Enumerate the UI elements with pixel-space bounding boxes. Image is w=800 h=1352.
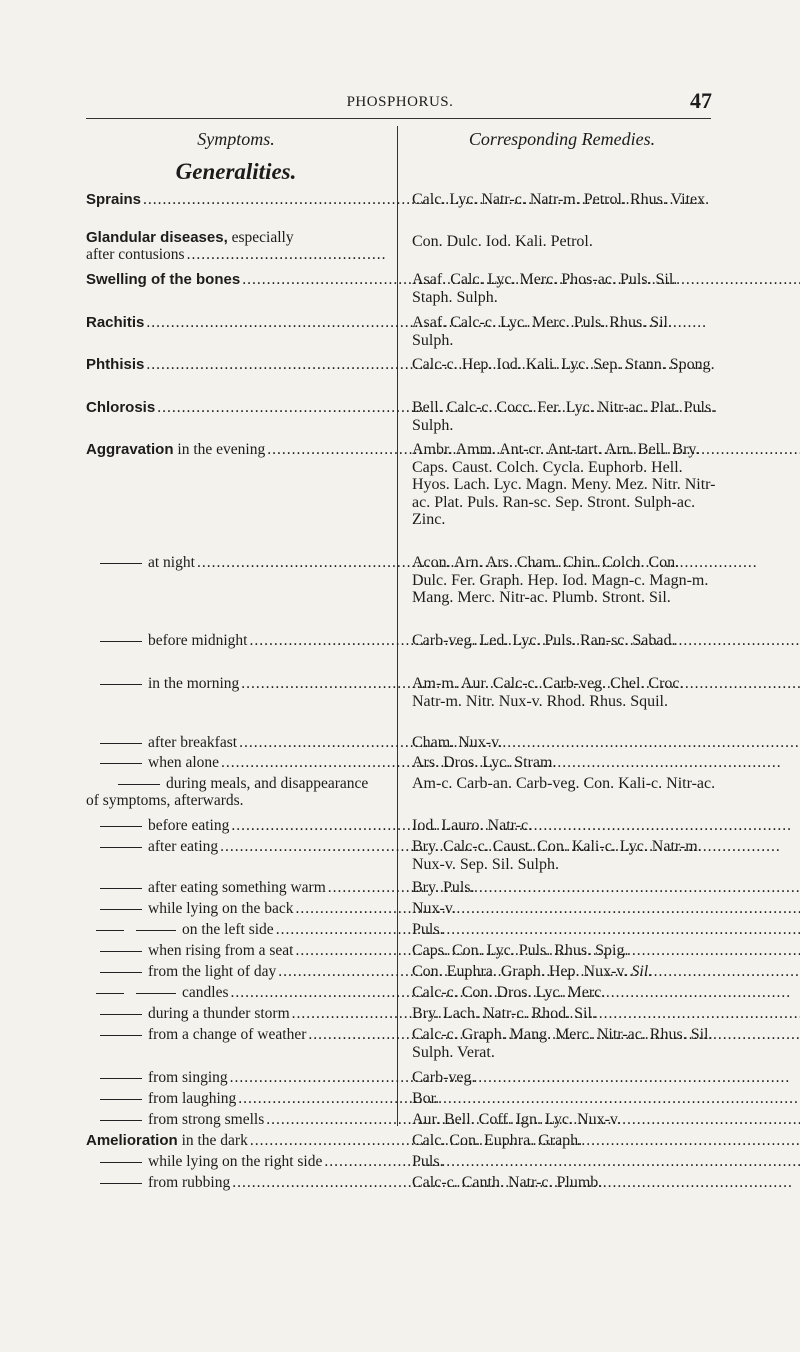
remedies: Ars. Dros. Lyc. Stram.: [412, 754, 557, 771]
symptom: from the light of day .....: [86, 963, 800, 980]
symptom: on the left side .....: [86, 921, 800, 938]
remedies: Caps. Con. Lyc. Puls. Rhus. Spig.: [412, 942, 629, 959]
column-heading-remedies: Corresponding Remedies.: [468, 129, 656, 149]
section-title: Generalities.: [175, 159, 297, 184]
remedies: Con. Dulc. Iod. Kali. Petrol.: [412, 233, 593, 250]
remedies: Calc-c. Con. Dros. Lyc. Merc.: [412, 984, 606, 1001]
symptom: Swelling of the bones .....: [86, 271, 800, 288]
remedies: Calc. Lyc. Natr-c. Natr-m. Petrol. Rhus. Vitex.: [412, 191, 710, 208]
symptom: from singing .....: [86, 1069, 800, 1086]
remedies: Calc-c. Graph. Mang. Merc. Nitr-ac. Rhus. Sil. Sulph. Verat.: [412, 1026, 713, 1061]
remedies: Ambr. Amm. Ant-cr. Ant-tart. Arn. Bell. Bry. Caps. Caust. Colch. Cycla. Euphorb. Hell. Hyos. Lach. Lyc. Magn. Meny. Mez. Nitr. Nitr-ac. Plat. Puls. Ran-sc. Sep. Stront. Sulph-ac. Zinc.: [412, 441, 716, 528]
remedies: Am-c. Carb-an. Carb-veg. Con. Kali-c. Nitr-ac.: [412, 775, 716, 792]
symptom: when alone .....: [86, 754, 800, 771]
page-header: [0, 88, 800, 116]
remedies: Carb-veg. Led. Lyc. Puls. Ran-sc. Sabad.: [412, 632, 676, 649]
remedies: Carb-veg.: [412, 1069, 476, 1086]
remedies: Bell. Calc-c. Cocc. Fer. Lyc. Nitr-ac. Plat. Puls. Sulph.: [412, 399, 716, 434]
remedies: Bry. Lach. Natr-c. Rhod. Sil.: [412, 1005, 596, 1022]
remedies: Bry. Puls.: [412, 879, 475, 896]
symptom: Phthisis .....: [86, 356, 800, 373]
symptom: candles .....: [86, 984, 800, 1001]
running-title: PHOSPHORUS.: [346, 94, 454, 110]
remedies: Puls.: [412, 921, 444, 938]
symptom: Chlorosis .....: [86, 399, 800, 416]
symptom: from rubbing .....: [86, 1174, 800, 1191]
remedies: Calc-c. Canth. Natr-c. Plumb.: [412, 1174, 603, 1191]
symptom: from strong smells .....: [86, 1111, 800, 1128]
remedies: Asaf. Calc. Lyc. Merc. Phos-ac. Puls. Sil. Staph. Sulph.: [412, 271, 678, 306]
symptom: after eating .....: [86, 838, 800, 855]
remedies: Bor.: [412, 1090, 440, 1107]
symptom: Amelioration in the dark .....: [86, 1132, 800, 1149]
symptom: Sprains .....: [86, 191, 800, 208]
header-rule: [86, 118, 711, 119]
remedies: Aur. Bell. Coff. Ign. Lyc. Nux-v.: [412, 1111, 621, 1128]
remedies: Puls.: [412, 1153, 444, 1170]
symptom: Glandular diseases, especially after contusions .....: [86, 229, 386, 263]
symptom: Rachitis .....: [86, 314, 800, 331]
symptom: before midnight .....: [86, 632, 800, 649]
remedies: Am-m. Aur. Calc-c. Carb-veg. Chel. Croc. Natr-m. Nitr. Nux-v. Rhod. Rhus. Squil.: [412, 675, 684, 710]
symptom: during a thunder storm .....: [86, 1005, 800, 1022]
symptom: before eating .....: [86, 817, 800, 834]
symptom: when rising from a seat .....: [86, 942, 800, 959]
symptom: while lying on the right side .....: [86, 1153, 800, 1170]
remedies: Iod. Lauro. Natr-c.: [412, 817, 533, 834]
remedies: Calc-c. Hep. Iod. Kali. Lyc. Sep. Stann. Spong.: [412, 356, 715, 373]
remedies: Asaf. Calc-c. Lyc. Merc. Puls. Rhus. Sil. Sulph.: [412, 314, 672, 349]
symptom: at night .....: [86, 554, 800, 571]
column-heading-symptoms: Symptoms.: [197, 129, 275, 149]
symptom: Aggravation in the evening .....: [86, 441, 800, 458]
symptom: from laughing .....: [86, 1090, 800, 1107]
remedies: Nux-v.: [412, 900, 456, 917]
symptom: in the morning .....: [86, 675, 800, 692]
remedies: Acon. Arn. Ars. Cham. Chin. Colch. Con. Dulc. Fer. Graph. Hep. Iod. Magn-c. Magn-m. Mang. Merc. Nitr-ac. Plumb. Stront. Sil.: [412, 554, 709, 606]
remedies: Con. Euphra. Graph. Hep. Nux-v. Sil.: [412, 963, 653, 980]
symptom: after breakfast .....: [86, 734, 800, 751]
symptom: after eating something warm .....: [86, 879, 800, 896]
page-number: 47: [690, 88, 712, 113]
symptom: during meals, and disappearance of symptoms, afterwards.: [86, 775, 369, 809]
remedies: Calc. Con. Euphra. Graph.: [412, 1132, 583, 1149]
symptom: while lying on the back .....: [86, 900, 800, 917]
remedies: Cham. Nux-v.: [412, 734, 503, 751]
symptom: from a change of weather .....: [86, 1026, 800, 1043]
remedies: Bry. Calc-c. Caust. Con. Kali-c. Lyc. Natr-m. Nux-v. Sep. Sil. Sulph.: [412, 838, 702, 873]
